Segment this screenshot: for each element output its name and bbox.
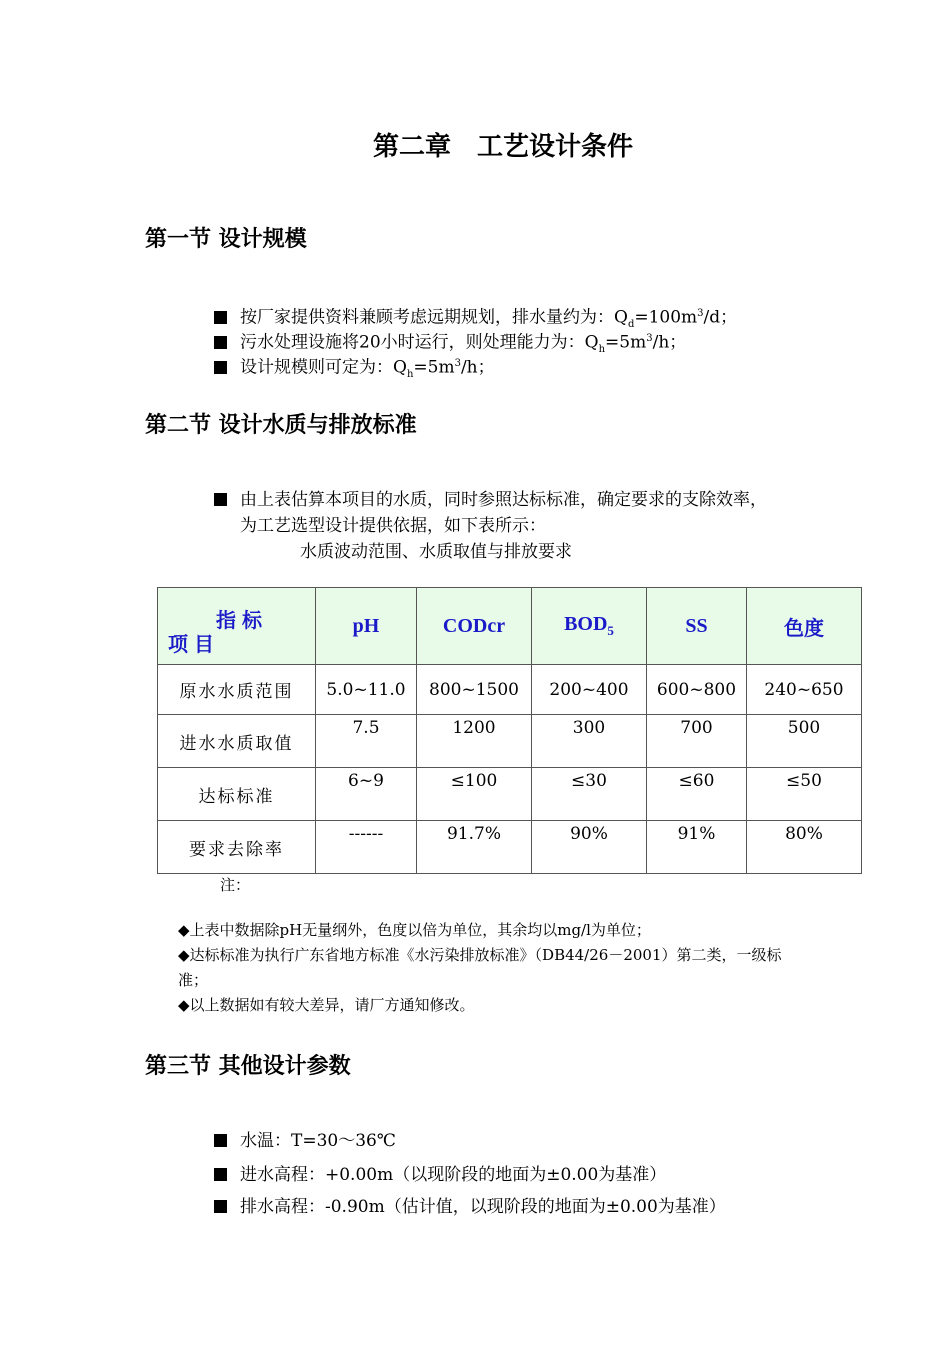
row-label: 进水水质取值 <box>158 715 316 768</box>
table-cell: ≤30 <box>532 768 647 821</box>
table-header-row <box>158 588 862 665</box>
table-cell: 700 <box>647 715 747 768</box>
table-row <box>158 665 862 715</box>
section-1-bullet-3: 设计规模则可定为：$Q_h=5m^3/h$； <box>214 351 495 388</box>
table-cell: 6~9 <box>316 768 417 821</box>
header-ph: pH <box>316 588 417 665</box>
table-cell: 240~650 <box>747 665 862 715</box>
note-item: 准； <box>178 971 209 989</box>
table-cell: 7.5 <box>316 715 417 768</box>
table-cell: 90% <box>532 821 647 874</box>
table-cell: ≤60 <box>647 768 747 821</box>
table-cell: ≤50 <box>747 768 862 821</box>
table-cell: 5.0~11.0 <box>316 665 417 715</box>
section-3-bullet-1: 水温：T=30～36℃ <box>214 1128 396 1154</box>
table-cell: ------ <box>316 821 417 874</box>
row-label: 要求去除率 <box>158 821 316 874</box>
section-1-bullet-2: 污水处理设施将20小时运行，则处理能力为：$Q_h=5m^3/h$； <box>214 326 686 363</box>
header-codcr: CODcr <box>417 588 532 665</box>
header-bod5: $BOD_5$ <box>532 588 647 665</box>
table-cell: 600~800 <box>647 665 747 715</box>
table-cell: 800~1500 <box>417 665 532 715</box>
section-2-title: 第二节 设计水质与排放标准 <box>145 413 417 438</box>
table-cell: 91.7% <box>417 821 532 874</box>
section-2-bullet-line-1: 由上表估算本项目的水质，同时参照达标标准，确定要求的支除效率， <box>214 487 767 513</box>
table-corner-cell <box>158 588 316 665</box>
bullet-square-icon <box>214 311 227 324</box>
table-cell: 300 <box>532 715 647 768</box>
table-cell: 91% <box>647 821 747 874</box>
bullet-square-icon <box>214 493 227 506</box>
table-cell: 80% <box>747 821 862 874</box>
table-cell: 1200 <box>417 715 532 768</box>
row-label: 达标标准 <box>158 768 316 821</box>
table-cell: ≤100 <box>417 768 532 821</box>
bullet-square-icon <box>214 1200 227 1213</box>
table-cell: 500 <box>747 715 862 768</box>
bullet-square-icon <box>214 1168 227 1181</box>
table-row <box>158 768 862 821</box>
section-1-title: 第一节 设计规模 <box>145 227 307 252</box>
section-2-bullet-line-2: 为工艺选型设计提供依据，如下表所示： <box>240 516 546 536</box>
note-item: ◆以上数据如有较大差异，请厂方通知修改。 <box>178 996 475 1014</box>
header-ss: SS <box>647 588 747 665</box>
water-quality-table <box>157 587 862 874</box>
section-3-title: 第三节 其他设计参数 <box>145 1054 351 1079</box>
section-1-bullet-1: 按厂家提供资料兼顾考虑远期规划，排水量约为：$Q_d=100m^3/d$； <box>214 301 737 338</box>
corner-label-item: 项目 <box>168 634 220 656</box>
table-caption: 水质波动范围、水质取值与排放要求 <box>300 542 572 562</box>
section-3-bullet-3: 排水高程：-0.90m（估计值，以现阶段的地面为±0.00为基准） <box>214 1194 726 1220</box>
bullet-square-icon <box>214 336 227 349</box>
table-row <box>158 715 862 768</box>
corner-label-indicator: 指标 <box>216 610 268 632</box>
note-item: ◆达标标准为执行广东省地方标准《水污染排放标准》（DB44/26－2001）第二类，一级标 <box>178 946 782 964</box>
section-3-bullet-2: 进水高程：+0.00m（以现阶段的地面为±0.00为基准） <box>214 1162 666 1188</box>
note-item: ◆上表中数据除pH无量纲外，色度以倍为单位，其余均以mg/l为单位； <box>178 921 651 939</box>
bullet-square-icon <box>214 1134 227 1147</box>
table-cell: 200~400 <box>532 665 647 715</box>
chapter-title: 第二章 工艺设计条件 <box>372 132 633 162</box>
note-label: 注： <box>220 876 251 894</box>
row-label: 原水水质范围 <box>158 665 316 715</box>
bullet-square-icon <box>214 361 227 374</box>
table-row <box>158 821 862 874</box>
header-color: 色度 <box>747 588 862 665</box>
